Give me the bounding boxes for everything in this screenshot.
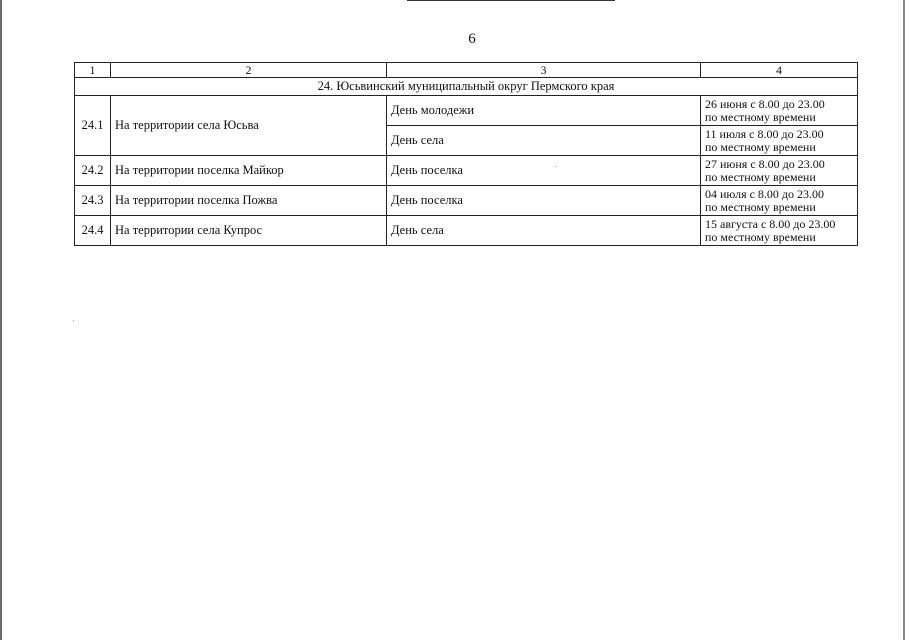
section-row (75, 78, 858, 96)
time-note: по местному времени (705, 229, 816, 244)
table-header-row (75, 63, 858, 78)
row-number: 24.2 (75, 156, 111, 186)
scan-speck (555, 166, 556, 167)
scan-left-edge (0, 0, 2, 640)
time-note: по местному времени (705, 139, 816, 154)
date-text: 15 августа с 8.00 до 23.00 (705, 216, 836, 231)
date-cell (701, 156, 858, 186)
date-cell (701, 186, 858, 216)
column-header-4: 4 (701, 63, 858, 78)
event-cell: День села (387, 216, 701, 246)
column-header-2: 2 (111, 63, 387, 78)
top-rule (407, 0, 615, 1)
event-cell: День поселка (387, 156, 701, 186)
date-text: 26 июня с 8.00 до 23.00 (705, 96, 825, 111)
row-number: 24.4 (75, 216, 111, 246)
row-number: 24.1 (75, 96, 111, 156)
column-header-1: 1 (75, 63, 111, 78)
scan-speck (73, 320, 74, 321)
territory-cell: На территории поселка Пожва (111, 186, 387, 216)
date-cell (701, 96, 858, 126)
territory-cell: На территории села Купрос (111, 216, 387, 246)
date-text: 04 июля с 8.00 до 23.00 (705, 186, 825, 201)
time-note: по местному времени (705, 199, 816, 214)
row-number: 24.3 (75, 186, 111, 216)
event-cell: День молодежи (387, 96, 701, 126)
table-row (75, 216, 858, 246)
date-cell (701, 126, 858, 156)
territory-cell: На территории села Юсьва (111, 96, 387, 156)
event-cell: День села (387, 126, 701, 156)
column-header-3: 3 (387, 63, 701, 78)
date-text: 11 июля с 8.00 до 23.00 (705, 126, 824, 141)
table-row (75, 156, 858, 186)
time-note: по местному времени (705, 169, 816, 184)
time-note: по местному времени (705, 109, 816, 124)
event-cell: День поселка (387, 186, 701, 216)
table-row (75, 186, 858, 216)
section-title: 24. Юсьвинский муниципальный округ Пермского края (75, 78, 858, 96)
schedule-table (74, 62, 858, 246)
date-text: 27 июня с 8.00 до 23.00 (705, 156, 825, 171)
territory-cell: На территории поселка Майкор (111, 156, 387, 186)
page-number: 6 (468, 31, 476, 47)
date-cell (701, 216, 858, 246)
table-row (75, 96, 858, 126)
